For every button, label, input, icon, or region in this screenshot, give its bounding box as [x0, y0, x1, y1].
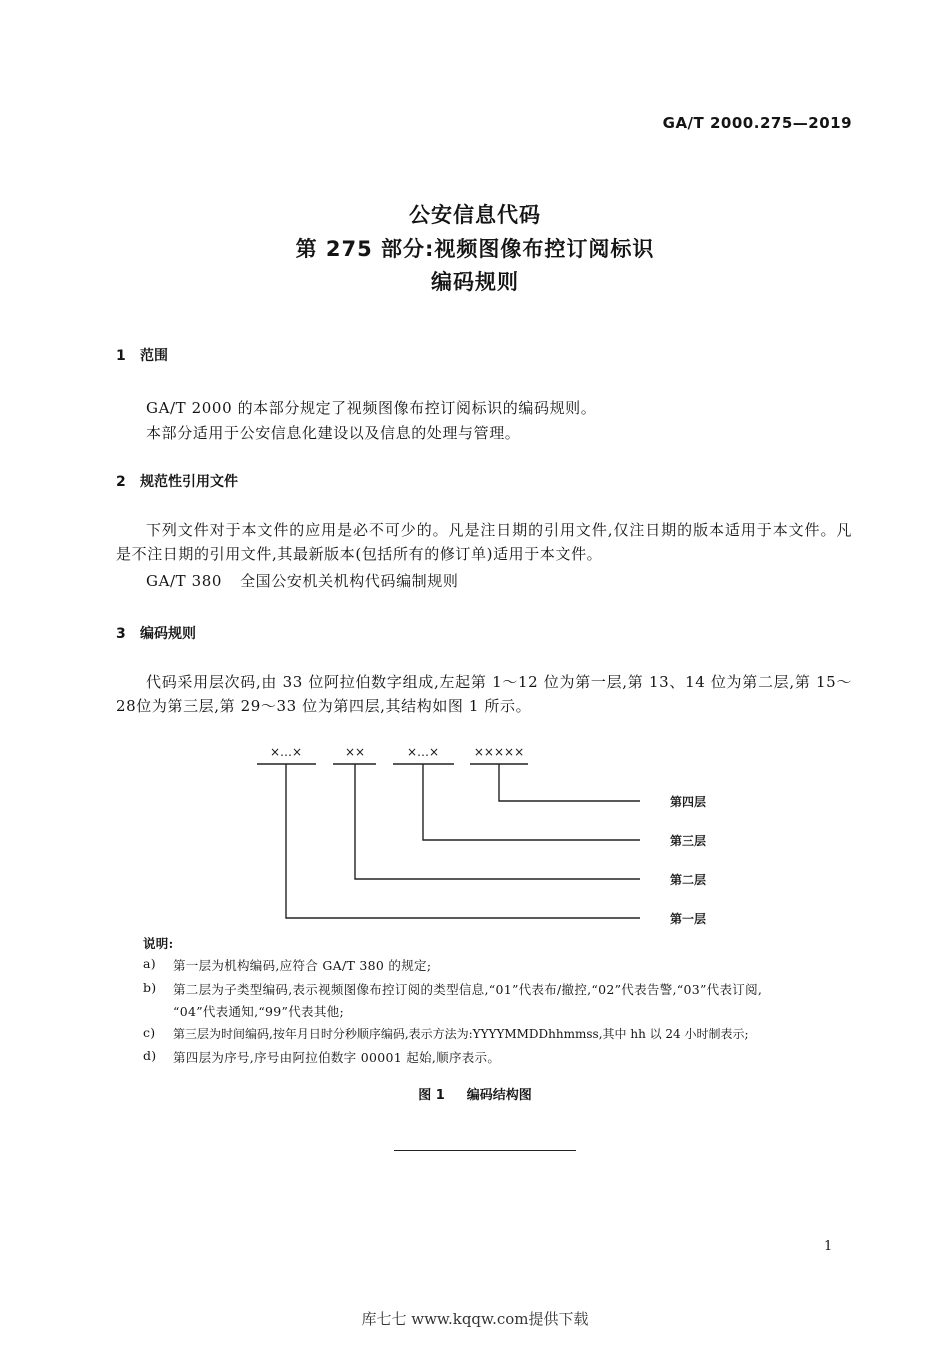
connector-level-2: [355, 764, 640, 879]
reference-code: GA/T 380: [146, 572, 223, 590]
note-text: 第一层为机构编码,应符合 GA/T 380 的规定;: [173, 958, 432, 973]
standard-number: GA/T 2000.275—2019: [662, 114, 852, 132]
title-line-2: 第 275 部分:视频图像布控订阅标识: [295, 237, 655, 261]
level-1-label: 第一层: [670, 912, 707, 926]
section-title: 编码规则: [140, 626, 196, 642]
notes-title: 说明:: [143, 936, 174, 951]
level-2-label: 第二层: [670, 873, 707, 887]
caption-number: 图 1: [418, 1088, 445, 1103]
note-text: “04”代表通知,“99”代表其他;: [173, 1004, 344, 1019]
note-label: a): [143, 956, 156, 971]
segment-3-label: ×…×: [406, 745, 440, 759]
figure-caption: [0, 1084, 950, 1103]
level-3-label: 第三层: [670, 834, 707, 848]
note-label: b): [143, 980, 157, 995]
note-label: d): [143, 1048, 157, 1063]
segment-4-label: ×××××: [473, 745, 525, 759]
note-label: c): [143, 1025, 156, 1040]
connector-level-4: [499, 764, 640, 801]
note-text: 第二层为子类型编码,表示视频图像布控订阅的类型信息,“01”代表布/撤控,“02”代表告警,“03”代表订阅,: [173, 982, 763, 997]
reference-title: 全国公安机关机构代码编制规则: [240, 572, 459, 590]
watermark-text: 库七七 www.kqqw.com提供下载: [361, 1310, 589, 1328]
segment-2-label: ××: [344, 745, 366, 759]
section-title: 范围: [140, 348, 168, 364]
title-line-1: 公安信息代码: [409, 203, 541, 227]
level-4-label: 第四层: [670, 795, 707, 809]
note-text: 第四层为序号,序号由阿拉伯数字 00001 起始,顺序表示。: [173, 1050, 501, 1065]
section-3-paragraph: 代码采用层次码,由 33 位阿拉伯数字组成,左起第 1～12 位为第一层,第 13、14 位为第二层,第 15～28位为第三层,第 29～33 位为第四层,其结构如图 1 所示。: [116, 673, 852, 715]
section-2-paragraph: 下列文件对于本文件的应用是必不可少的。凡是注日期的引用文件,仅注日期的版本适用于本文件。凡是不注日期的引用文件,其最新版本(包括所有的修订单)适用于本文件。: [116, 521, 852, 563]
section-number: 3: [116, 626, 126, 642]
title-line-3: 编码规则: [431, 270, 519, 294]
section-title: 规范性引用文件: [140, 474, 238, 490]
page-number: 1: [824, 1239, 833, 1254]
connector-level-3: [423, 764, 640, 840]
segment-1-label: ×…×: [269, 745, 303, 759]
end-rule: [394, 1150, 576, 1151]
section-number: 1: [116, 348, 126, 364]
section-1-paragraph-2: 本部分适用于公安信息化建设以及信息的处理与管理。: [146, 424, 521, 442]
section-1-paragraph-1: GA/T 2000 的本部分规定了视频图像布控订阅标识的编码规则。: [146, 399, 597, 417]
note-text: 第三层为时间编码,按年月日时分秒顺序编码,表示方法为:YYYYMMDDhhmmss,其中 hh 以 24 小时制表示;: [173, 1027, 749, 1041]
section-number: 2: [116, 474, 126, 490]
connector-level-1: [286, 764, 640, 918]
caption-title: 编码结构图: [466, 1088, 532, 1103]
